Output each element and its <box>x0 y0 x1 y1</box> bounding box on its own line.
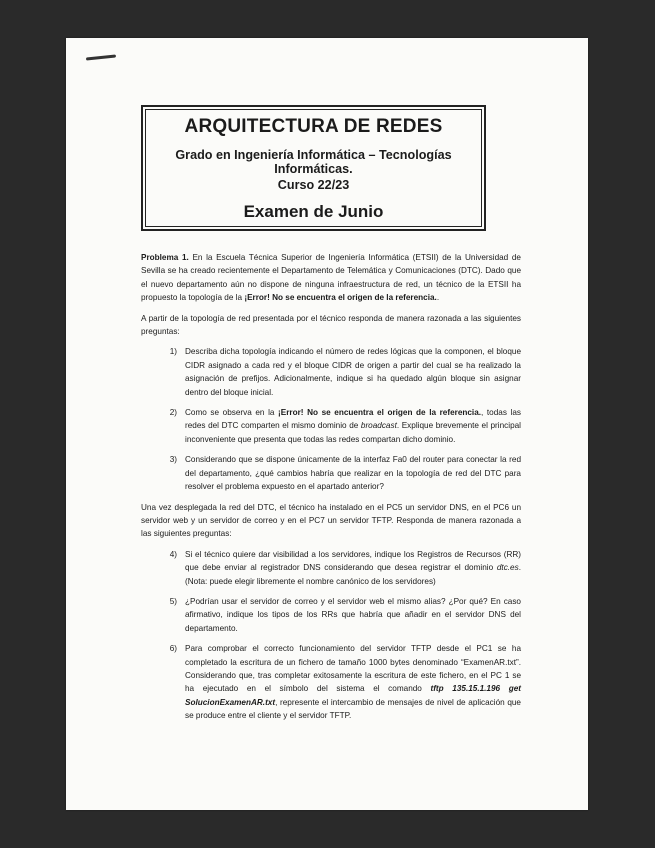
question-number: 3) <box>169 455 177 465</box>
question-6 <box>159 642 521 722</box>
question-text <box>185 548 521 588</box>
broken-reference: ¡Error! No se encuentra el origen de la referencia. <box>244 293 437 303</box>
question-text-part: . (Nota: puede elegir libremente el nombre canónico de los servidores) <box>185 563 521 586</box>
problem-intro <box>141 251 521 305</box>
emphasis-term: broadcast <box>360 421 397 431</box>
exam-page <box>66 38 588 810</box>
question-text: ¿Podrían usar el servidor de correo y el servidor web el mismo alias? ¿Por qué? En caso afirmativo, indique los tipos de los RRs que habría que añadir en el servidor DNS del departamento. <box>185 596 521 633</box>
question-number: 1) <box>169 347 177 357</box>
question-text-part: , represente el intercambio de mensajes de nivel de aplicación que se produce entre el cliente y el servidor TFTP. <box>185 697 521 721</box>
question-1 <box>159 345 521 399</box>
staple-mark <box>86 54 116 60</box>
broken-reference: ¡Error! No se encuentra el origen de la referencia. <box>278 408 482 418</box>
problem-intro-text: En la Escuela Técnica Superior de Ingeniería Informática (ETSII) de la Universidad de Sevilla se ha creado recientemente el Departamento de Telemática y Comunicaciones (DTC). Dado que el nuevo departamento aún no dispone de ninguna infraestructura de red, un técnico de la ETSII ha propuesto la topología de la <box>141 253 521 303</box>
degree-name: Grado en Ingeniería Informática – Tecnologías Informáticas. <box>175 148 452 176</box>
emphasis-domain: dtc.es <box>496 563 519 573</box>
title-box <box>141 105 486 231</box>
question-text <box>185 642 521 722</box>
question-text-part: Si el técnico quiere dar visibilidad a los servidores, indique los Registros de Recursos (RR) que debe enviar al registrador DNS considerando que desea registrar el dominio <box>185 549 521 573</box>
question-text: Considerando que se dispone únicamente de la interfaz Fa0 del router para conectar la red del departamento, ¿qué cambios habría que realizar en la topología de red del DTC para resolver el problema expuesto en el apartado anterior? <box>185 455 521 492</box>
problem-label: Problema 1. <box>141 253 189 262</box>
questions-lead-2: Una vez desplegada la red del DTC, el técnico ha instalado en el PC5 un servidor DNS, en el PC6 un servidor web y un servidor de correo y en el PC7 un servidor TFTP. Responda de manera razonada a las siguientes preguntas: <box>141 502 521 539</box>
question-5 <box>159 595 521 635</box>
course-title: ARQUITECTURA DE REDES <box>184 116 443 137</box>
exam-body <box>141 251 521 730</box>
question-number: 6) <box>169 644 177 654</box>
question-number: 2) <box>169 408 177 418</box>
question-text-part: Como se observa en la <box>185 408 279 418</box>
question-3 <box>159 453 521 493</box>
question-number: 4) <box>169 549 177 559</box>
problem-intro-end: . <box>436 293 440 303</box>
tftp-command: tftp 135.15.1.196 get SolucionExamenAR.txt <box>185 684 521 707</box>
question-text-part: . Explique brevemente el principal inconveniente que presenta que todas las redes compartan dicho dominio. <box>185 421 521 444</box>
question-text-part: Para comprobar el correcto funcionamiento del servidor TFTP desde el PC1 se ha completado la escritura de un fichero de tamaño 1000 bytes denominado “ExamenAR.txt”. Considerando que, tras completar exitosamente la escritura de este fichero, en el PC 1 se ha ejecutado en el símbolo del sistema el comando <box>185 644 521 694</box>
question-number: 5) <box>169 596 177 606</box>
question-text-part: , todas las redes del DTC comparten el mismo dominio de <box>185 408 521 431</box>
question-text <box>185 406 521 446</box>
question-text: Describa dicha topología indicando el número de redes lógicas que la componen, el bloque CIDR asignado a cada red y el bloque CIDR de origen a partir del cual se ha realizado la asignación de prefijos. Adicionalmente, indique si ha quedado algún bloque sin asignar dentro del bloque inicial. <box>185 347 521 397</box>
academic-year: Curso 22/23 <box>277 178 350 192</box>
question-4 <box>159 548 521 588</box>
questions-lead-1: A partir de la topología de red presentada por el técnico responda de manera razonada a las siguientes preguntas: <box>141 313 521 337</box>
question-2 <box>159 406 521 446</box>
title-box-inner <box>145 109 482 227</box>
exam-name: Examen de Junio <box>243 202 384 221</box>
